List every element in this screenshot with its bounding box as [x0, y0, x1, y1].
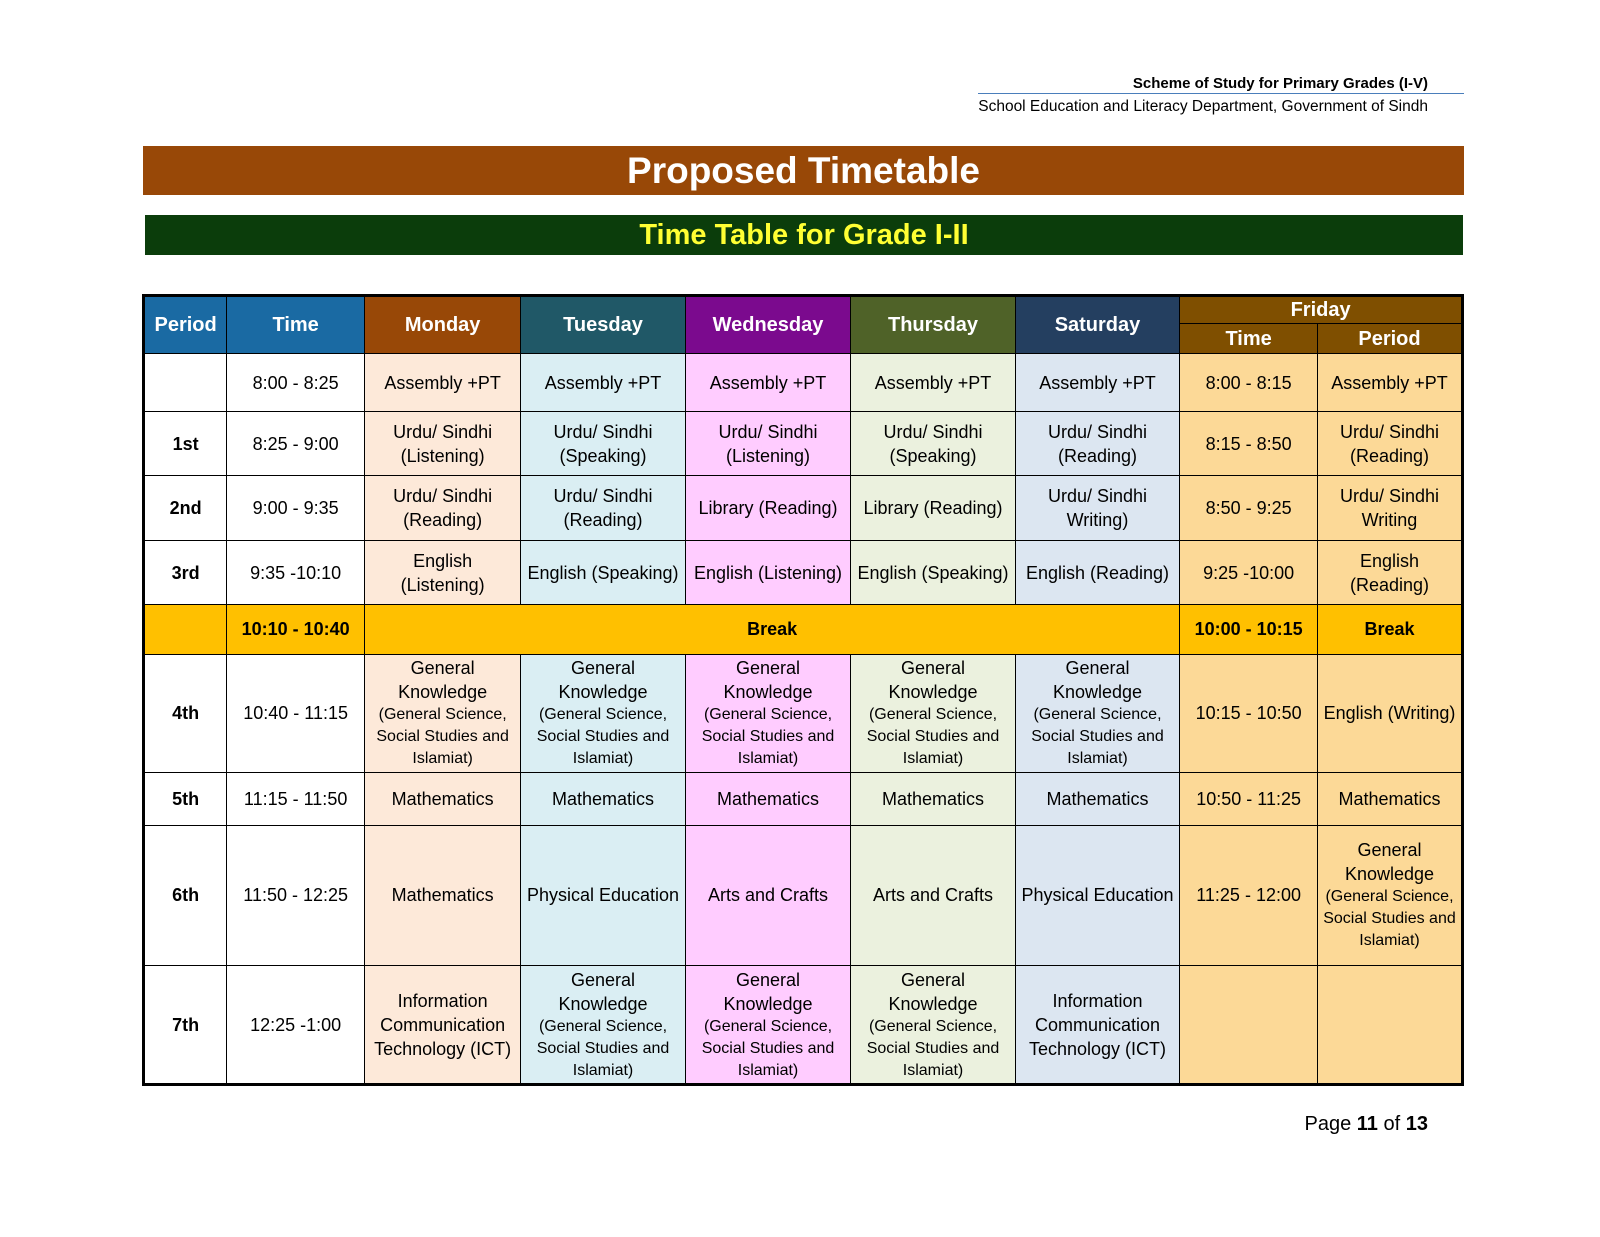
table-row: [144, 476, 1463, 540]
subject-detail: (General Science, Social Studies and Islamiat): [536, 706, 670, 768]
subject-title: General Knowledge: [398, 658, 488, 703]
time-cell: 10:40 - 11:15: [227, 654, 365, 772]
friday-period-cell: Mathematics: [1317, 772, 1462, 825]
time-cell: 10:10 - 10:40: [227, 605, 365, 654]
wednesday-cell: Urdu/ Sindhi (Listening): [685, 411, 851, 475]
friday-period-cell: [1317, 966, 1462, 1085]
saturday-cell: Physical Education: [1015, 825, 1179, 965]
friday-time-cell: [1180, 966, 1318, 1085]
table-row: [144, 654, 1463, 772]
wednesday-cell: Assembly +PT: [685, 354, 851, 411]
friday-period-cell: Urdu/ Sindhi Writing: [1317, 476, 1462, 540]
subject-detail: (General Science, Social Studies and Islamiat): [1323, 888, 1456, 950]
wednesday-cell: Arts and Crafts: [685, 825, 851, 965]
tuesday-cell: Mathematics: [521, 772, 685, 825]
tuesday-cell: Assembly +PT: [521, 354, 685, 411]
thursday-cell: Library (Reading): [851, 476, 1015, 540]
subject-title: General Knowledge: [1344, 840, 1435, 885]
subject-title: General Knowledge: [558, 969, 648, 1014]
page-number: [1305, 1113, 1429, 1136]
page-title: Proposed Timetable: [143, 146, 1464, 195]
period-cell: [144, 354, 227, 411]
period-cell: 5th: [144, 772, 227, 825]
tuesday-cell: English (Speaking): [521, 540, 685, 604]
header-saturday: Saturday: [1015, 296, 1179, 354]
tuesday-cell: Urdu/ Sindhi (Reading): [521, 476, 685, 540]
subject-detail: (General Science, Social Studies and Islamiat): [866, 706, 1000, 768]
monday-cell: Urdu/ Sindhi (Listening): [365, 411, 521, 475]
time-cell: 9:00 - 9:35: [227, 476, 365, 540]
friday-time-cell: 10:50 - 11:25: [1180, 772, 1318, 825]
tuesday-cell: [521, 654, 685, 772]
period-cell: 7th: [144, 966, 227, 1085]
monday-cell: Mathematics: [365, 825, 521, 965]
break-row: [144, 605, 1463, 654]
page-prefix: Page: [1304, 1113, 1352, 1135]
monday-cell: Mathematics: [365, 772, 521, 825]
period-cell: 3rd: [144, 540, 227, 604]
thursday-cell: [851, 966, 1015, 1085]
subject-title: General Knowledge: [888, 969, 978, 1014]
time-cell: 9:35 -10:10: [227, 540, 365, 604]
subject-detail: (General Science, Social Studies and Islamiat): [701, 706, 835, 768]
header-time: Time: [227, 296, 365, 354]
monday-cell: [365, 654, 521, 772]
friday-period-cell: Urdu/ Sindhi (Reading): [1317, 411, 1462, 475]
subject-title: General Knowledge: [723, 969, 813, 1014]
wednesday-cell: English (Listening): [685, 540, 851, 604]
friday-period-cell: English (Reading): [1317, 540, 1462, 604]
header-friday-time: Time: [1180, 324, 1318, 354]
time-cell: 12:25 -1:00: [227, 966, 365, 1085]
thursday-cell: [851, 654, 1015, 772]
time-cell: 8:00 - 8:25: [227, 354, 365, 411]
saturday-cell: English (Reading): [1015, 540, 1179, 604]
thursday-cell: Mathematics: [851, 772, 1015, 825]
monday-cell: Assembly +PT: [365, 354, 521, 411]
table-row: [144, 966, 1463, 1085]
friday-time-cell: 8:15 - 8:50: [1180, 411, 1318, 475]
saturday-cell: Urdu/ Sindhi (Reading): [1015, 411, 1179, 475]
period-cell: 1st: [144, 411, 227, 475]
time-cell: 11:15 - 11:50: [227, 772, 365, 825]
header-monday: Monday: [365, 296, 521, 354]
thursday-cell: English (Speaking): [851, 540, 1015, 604]
subject-title: General Knowledge: [558, 658, 648, 703]
saturday-cell: [1015, 654, 1179, 772]
table-row: [144, 354, 1463, 411]
header-friday: Friday: [1180, 296, 1463, 324]
page-current: 11: [1356, 1113, 1378, 1135]
table-row: [144, 540, 1463, 604]
wednesday-cell: Mathematics: [685, 772, 851, 825]
monday-cell: English (Listening): [365, 540, 521, 604]
header-rule: [978, 93, 1464, 94]
friday-period-cell: English (Writing): [1317, 654, 1462, 772]
subject-title: General Knowledge: [723, 658, 813, 703]
saturday-cell: Assembly +PT: [1015, 354, 1179, 411]
friday-time-cell: 9:25 -10:00: [1180, 540, 1318, 604]
page-total: 13: [1405, 1113, 1428, 1135]
department-name: School Education and Literacy Department, Government of Sindh: [978, 98, 1428, 115]
subject-title: General Knowledge: [1052, 658, 1143, 703]
header-period: Period: [144, 296, 227, 354]
period-cell: [144, 605, 227, 654]
tuesday-cell: [521, 966, 685, 1085]
header-wednesday: Wednesday: [685, 296, 851, 354]
time-cell: 11:50 - 12:25: [227, 825, 365, 965]
friday-time-cell: 10:00 - 10:15: [1180, 605, 1318, 654]
monday-cell: Urdu/ Sindhi (Reading): [365, 476, 521, 540]
monday-cell: Information Communication Technology (ICT): [365, 966, 521, 1085]
table-row: [144, 825, 1463, 965]
friday-time-cell: 8:50 - 9:25: [1180, 476, 1318, 540]
thursday-cell: Assembly +PT: [851, 354, 1015, 411]
friday-time-cell: 11:25 - 12:00: [1180, 825, 1318, 965]
header-thursday: Thursday: [851, 296, 1015, 354]
tuesday-cell: Physical Education: [521, 825, 685, 965]
saturday-cell: Mathematics: [1015, 772, 1179, 825]
timetable: [142, 294, 1464, 1086]
friday-time-cell: 8:00 - 8:15: [1180, 354, 1318, 411]
time-cell: 8:25 - 9:00: [227, 411, 365, 475]
page-of: of: [1383, 1113, 1401, 1135]
table-row: [144, 772, 1463, 825]
period-cell: 6th: [144, 825, 227, 965]
friday-period-cell: Break: [1317, 605, 1462, 654]
friday-time-cell: 10:15 - 10:50: [1180, 654, 1318, 772]
wednesday-cell: Library (Reading): [685, 476, 851, 540]
tuesday-cell: Urdu/ Sindhi (Speaking): [521, 411, 685, 475]
wednesday-cell: [685, 654, 851, 772]
table-row: [144, 411, 1463, 475]
subject-detail: (General Science, Social Studies and Islamiat): [536, 1017, 670, 1079]
header-friday-period: Period: [1317, 324, 1462, 354]
subject-title: General Knowledge: [888, 658, 978, 703]
section-subtitle: Time Table for Grade I-II: [145, 215, 1463, 255]
subject-detail: (General Science, Social Studies and Islamiat): [1031, 706, 1164, 768]
document-scheme-title: Scheme of Study for Primary Grades (I-V): [1132, 75, 1428, 92]
period-cell: 4th: [144, 654, 227, 772]
break-label: Break: [365, 605, 1180, 654]
subject-detail: (General Science, Social Studies and Islamiat): [866, 1017, 1000, 1079]
wednesday-cell: [685, 966, 851, 1085]
subject-detail: (General Science, Social Studies and Islamiat): [701, 1017, 835, 1079]
saturday-cell: Urdu/ Sindhi Writing): [1015, 476, 1179, 540]
friday-period-cell: Assembly +PT: [1317, 354, 1462, 411]
period-cell: 2nd: [144, 476, 227, 540]
friday-period-cell: [1317, 825, 1462, 965]
header-tuesday: Tuesday: [521, 296, 685, 354]
saturday-cell: Information Communication Technology (ICT): [1015, 966, 1179, 1085]
subject-detail: (General Science, Social Studies and Islamiat): [376, 706, 509, 768]
thursday-cell: Arts and Crafts: [851, 825, 1015, 965]
thursday-cell: Urdu/ Sindhi (Speaking): [851, 411, 1015, 475]
